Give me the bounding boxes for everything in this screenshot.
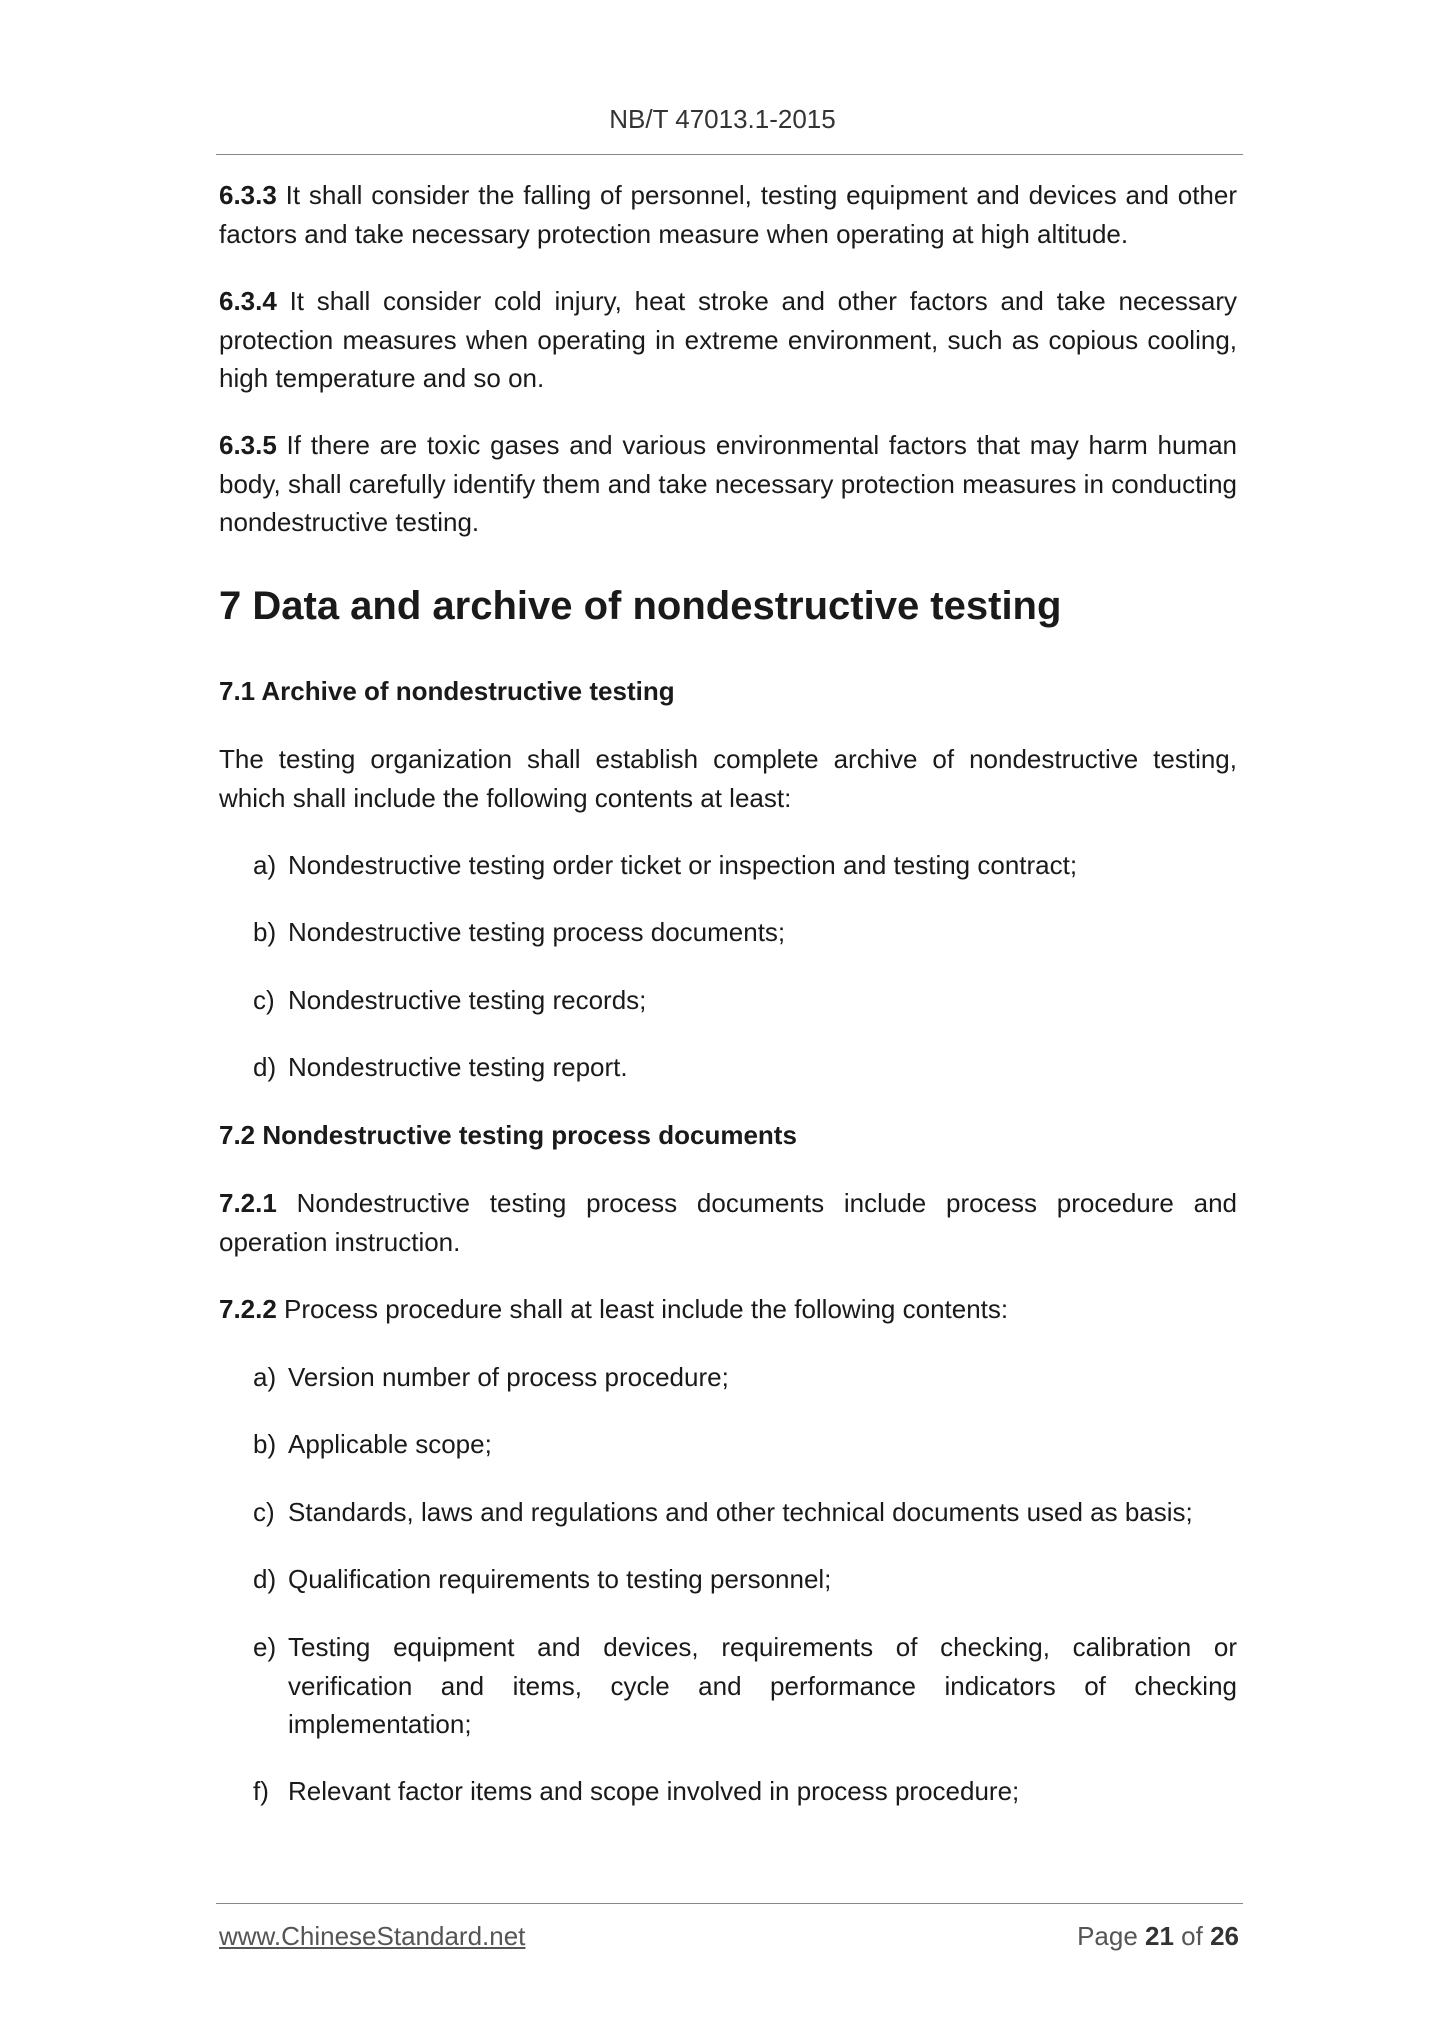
list-marker: c): [253, 1497, 275, 1527]
list-item-text: Testing equipment and devices, requirements of checking, calibration or verification and items, cycle and performance indicators of checking implementation;: [288, 1632, 1237, 1739]
clause-7-2-2: [219, 1290, 1237, 1329]
clause-6-3-5: [219, 426, 1237, 542]
list-marker: b): [253, 917, 277, 947]
list-marker: b): [253, 1429, 277, 1459]
list-item-text: Nondestructive testing order ticket or inspection and testing contract;: [288, 850, 1078, 880]
list-marker: c): [253, 985, 275, 1015]
section-7-1-intro: The testing organization shall establish complete archive of nondestructive testing, which shall include the following contents at least:: [219, 744, 1237, 813]
list-marker: a): [253, 1362, 277, 1392]
page-number: [1077, 1921, 1239, 1952]
clause-number: 7.2.1: [219, 1188, 277, 1218]
list-item: [253, 1358, 1237, 1397]
list-item: [253, 1772, 1237, 1811]
clause-text: It shall consider cold injury, heat stroke and other factors and take necessary protection measures when operating in extreme environment, such as copious cooling, high temperature and so on.: [219, 286, 1237, 393]
list-item: [253, 1425, 1237, 1464]
clause-number: 6.3.5: [219, 430, 277, 460]
list-marker: f): [253, 1776, 269, 1806]
list-item-text: Version number of process procedure;: [288, 1362, 729, 1392]
list-item: [253, 913, 1237, 952]
clause-6-3-4: [219, 282, 1237, 398]
list-item-text: Nondestructive testing records;: [288, 985, 647, 1015]
page-of: of: [1173, 1921, 1211, 1951]
clause-number: 6.3.4: [219, 286, 277, 316]
section-7-1-heading: 7.1 Archive of nondestructive testing: [219, 676, 675, 706]
clause-6-3-3: [219, 176, 1237, 253]
list-item-text: Qualification requirements to testing personnel;: [288, 1564, 832, 1594]
list-item-text: Standards, laws and regulations and other technical documents used as basis;: [288, 1497, 1193, 1527]
list-item-text: Relevant factor items and scope involved in process procedure;: [288, 1776, 1020, 1806]
list-item-text: Nondestructive testing process documents;: [288, 917, 786, 947]
clause-text: Process procedure shall at least include the following contents:: [276, 1294, 1009, 1324]
list-item: [253, 1560, 1237, 1599]
section-7-heading: 7 Data and archive of nondestructive testing: [219, 584, 1062, 628]
website-link[interactable]: www.ChineseStandard.net: [219, 1921, 526, 1951]
list-marker: d): [253, 1052, 277, 1082]
current-page: 21: [1145, 1921, 1174, 1951]
clause-text: If there are toxic gases and various environmental factors that may harm human body, shall carefully identify them and take necessary protection measures in conducting nondestructive testing.: [219, 430, 1237, 537]
section-7-2-heading: 7.2 Nondestructive testing process documents: [219, 1120, 797, 1150]
list-item: [253, 1493, 1237, 1532]
total-pages: 26: [1210, 1921, 1239, 1951]
clause-number: 6.3.3: [219, 180, 277, 210]
list-item: [253, 981, 1237, 1020]
clause-7-2-1: [219, 1184, 1237, 1261]
list-item-text: Nondestructive testing report.: [288, 1052, 628, 1082]
footer-divider: [216, 1903, 1243, 1904]
standard-code-header: NB/T 47013.1-2015: [609, 104, 836, 134]
list-marker: e): [253, 1632, 277, 1662]
header-divider: [216, 154, 1243, 155]
list-item: [253, 1048, 1237, 1087]
page-prefix: Page: [1077, 1921, 1146, 1951]
list-marker: a): [253, 850, 277, 880]
list-item-text: Applicable scope;: [288, 1429, 492, 1459]
list-item: [253, 1628, 1237, 1744]
list-item: [253, 846, 1237, 885]
list-marker: d): [253, 1564, 277, 1594]
clause-text: Nondestructive testing process documents include process procedure and operation instruction.: [219, 1188, 1237, 1257]
clause-number: 7.2.2: [219, 1294, 277, 1324]
clause-text: It shall consider the falling of personnel, testing equipment and devices and other factors and take necessary protection measure when operating at high altitude.: [219, 180, 1237, 249]
